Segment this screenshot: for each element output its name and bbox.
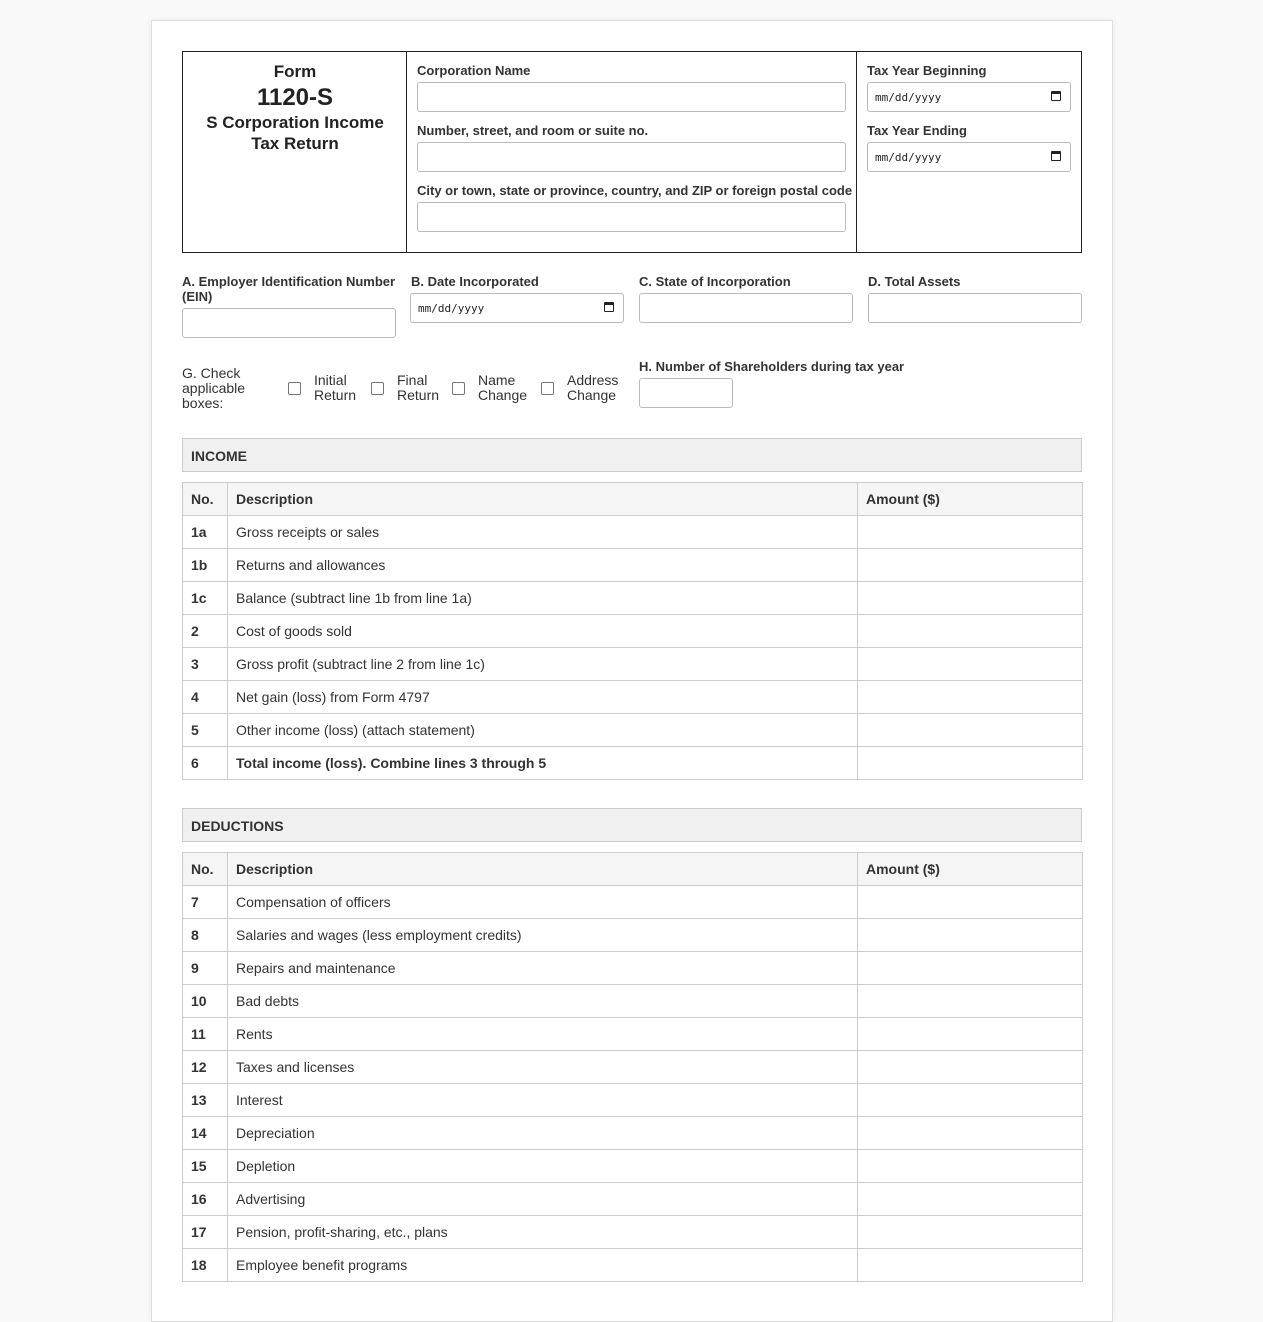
description-header: Description (228, 483, 858, 516)
line-description: Gross profit (subtract line 2 from line 1c) (228, 648, 858, 681)
line-number: 16 (183, 1183, 228, 1216)
amount-cell[interactable] (858, 648, 1083, 681)
date-placeholder: mm/dd/yyyy (418, 302, 485, 315)
corp-name-input[interactable] (417, 82, 846, 112)
amount-cell[interactable] (858, 681, 1083, 714)
line-description: Pension, profit-sharing, etc., plans (228, 1216, 858, 1249)
amount-cell[interactable] (858, 1018, 1083, 1051)
table-row (183, 648, 1083, 681)
city-label: City or town, state or province, country, and ZIP or foreign postal code (417, 183, 853, 198)
check-boxes-label: G. Check applicable boxes: (182, 365, 246, 411)
income-table (182, 482, 1083, 780)
line-description: Depreciation (228, 1117, 858, 1150)
amount-cell[interactable] (858, 919, 1083, 952)
line-number: 2 (183, 615, 228, 648)
amount-cell[interactable] (858, 1117, 1083, 1150)
line-description: Rents (228, 1018, 858, 1051)
name-change-label: Name Change (478, 372, 528, 403)
income-section-header (182, 438, 1082, 472)
amount-cell[interactable] (858, 1249, 1083, 1282)
table-row (183, 1084, 1083, 1117)
form-number: 1120-S (256, 84, 334, 111)
line-number: 15 (183, 1150, 228, 1183)
table-row (183, 615, 1083, 648)
table-row (183, 1018, 1083, 1051)
street-label: Number, street, and room or suite no. (417, 123, 649, 138)
line-description: Compensation of officers (228, 886, 858, 919)
table-row (183, 919, 1083, 952)
amount-cell[interactable] (858, 886, 1083, 919)
amount-cell[interactable] (858, 1051, 1083, 1084)
line-number: 1b (183, 549, 228, 582)
corporation-info-block (407, 52, 857, 252)
total-assets-label: D. Total Assets (868, 274, 961, 289)
tax-year-begin-input[interactable] (867, 82, 1071, 112)
amount-cell[interactable] (858, 952, 1083, 985)
amount-cell[interactable] (858, 615, 1083, 648)
table-row (183, 1216, 1083, 1249)
address-change-checkbox[interactable] (541, 382, 554, 395)
line-description: Balance (subtract line 1b from line 1a) (228, 582, 858, 615)
table-row (183, 714, 1083, 747)
table-row (183, 549, 1083, 582)
tax-year-block (857, 52, 1081, 252)
amount-cell[interactable] (858, 1084, 1083, 1117)
line-number: 3 (183, 648, 228, 681)
line-description: Advertising (228, 1183, 858, 1216)
line-description: Taxes and licenses (228, 1051, 858, 1084)
form-page (151, 20, 1113, 1322)
form-header (182, 51, 1082, 253)
city-input[interactable] (417, 202, 846, 232)
deductions-title: DEDUCTIONS (191, 818, 284, 834)
amount-cell[interactable] (858, 747, 1083, 780)
amount-header: Amount ($) (858, 853, 1083, 886)
date-placeholder: mm/dd/yyyy (875, 151, 942, 164)
calendar-icon[interactable] (1051, 91, 1061, 101)
line-number: 1a (183, 516, 228, 549)
table-header-row (183, 483, 1083, 516)
line-number: 14 (183, 1117, 228, 1150)
table-header-row (183, 853, 1083, 886)
form-label: Form (273, 62, 317, 81)
table-row (183, 747, 1083, 780)
line-number: 10 (183, 985, 228, 1018)
table-row (183, 1183, 1083, 1216)
form-title-block (183, 52, 407, 252)
line-description: Depletion (228, 1150, 858, 1183)
description-header: Description (228, 853, 858, 886)
date-placeholder: mm/dd/yyyy (875, 91, 942, 104)
calendar-icon[interactable] (1051, 151, 1061, 161)
amount-cell[interactable] (858, 516, 1083, 549)
address-change-label: Address Change (567, 372, 619, 403)
table-row (183, 1117, 1083, 1150)
final-return-label: Final Return (397, 372, 440, 403)
total-assets-input[interactable] (868, 293, 1082, 323)
shareholders-input[interactable] (639, 378, 733, 408)
line-description: Interest (228, 1084, 858, 1117)
table-row (183, 1150, 1083, 1183)
income-title: INCOME (191, 448, 247, 464)
date-incorporated-label: B. Date Incorporated (411, 274, 539, 289)
table-row (183, 681, 1083, 714)
name-change-checkbox[interactable] (452, 382, 465, 395)
state-input[interactable] (639, 293, 853, 323)
no-header: No. (183, 853, 228, 886)
line-description: Total income (loss). Combine lines 3 through 5 (228, 747, 858, 780)
no-header: No. (183, 483, 228, 516)
line-number: 13 (183, 1084, 228, 1117)
shareholders-label: H. Number of Shareholders during tax year (639, 359, 905, 374)
amount-cell[interactable] (858, 1150, 1083, 1183)
line-number: 11 (183, 1018, 228, 1051)
ein-input[interactable] (182, 308, 396, 338)
date-incorporated-input[interactable] (410, 293, 624, 323)
line-number: 7 (183, 886, 228, 919)
initial-return-label: Initial Return (314, 372, 357, 403)
amount-cell[interactable] (858, 1216, 1083, 1249)
table-row (183, 985, 1083, 1018)
amount-cell[interactable] (858, 985, 1083, 1018)
line-number: 18 (183, 1249, 228, 1282)
line-description: Other income (loss) (attach statement) (228, 714, 858, 747)
amount-cell[interactable] (858, 582, 1083, 615)
line-description: Employee benefit programs (228, 1249, 858, 1282)
state-label: C. State of Incorporation (639, 274, 791, 289)
line-description: Salaries and wages (less employment credits) (228, 919, 858, 952)
tax-year-begin-label: Tax Year Beginning (867, 63, 987, 78)
table-row (183, 1051, 1083, 1084)
tax-year-end-label: Tax Year Ending (867, 123, 967, 138)
corp-name-label: Corporation Name (417, 63, 531, 78)
line-description: Returns and allowances (228, 549, 858, 582)
table-row (183, 516, 1083, 549)
ein-label: A. Employer Identification Number (EIN) (182, 274, 396, 304)
table-row (183, 1249, 1083, 1282)
amount-header: Amount ($) (858, 483, 1083, 516)
table-row (183, 886, 1083, 919)
line-description: Gross receipts or sales (228, 516, 858, 549)
street-input[interactable] (417, 142, 846, 172)
line-number: 5 (183, 714, 228, 747)
line-description: Bad debts (228, 985, 858, 1018)
initial-return-checkbox[interactable] (288, 382, 301, 395)
deductions-section-header (182, 808, 1082, 842)
line-number: 12 (183, 1051, 228, 1084)
table-row (183, 952, 1083, 985)
line-description: Cost of goods sold (228, 615, 858, 648)
amount-cell[interactable] (858, 1183, 1083, 1216)
form-title: S Corporation Income Tax Return (206, 113, 384, 153)
line-description: Repairs and maintenance (228, 952, 858, 985)
line-description: Net gain (loss) from Form 4797 (228, 681, 858, 714)
line-number: 4 (183, 681, 228, 714)
tax-year-end-input[interactable] (867, 142, 1071, 172)
deductions-table (182, 852, 1083, 1282)
amount-cell[interactable] (858, 549, 1083, 582)
line-number: 9 (183, 952, 228, 985)
line-number: 17 (183, 1216, 228, 1249)
line-number: 1c (183, 582, 228, 615)
final-return-checkbox[interactable] (371, 382, 384, 395)
amount-cell[interactable] (858, 714, 1083, 747)
calendar-icon[interactable] (604, 302, 614, 312)
line-number: 6 (183, 747, 228, 780)
table-row (183, 582, 1083, 615)
line-number: 8 (183, 919, 228, 952)
